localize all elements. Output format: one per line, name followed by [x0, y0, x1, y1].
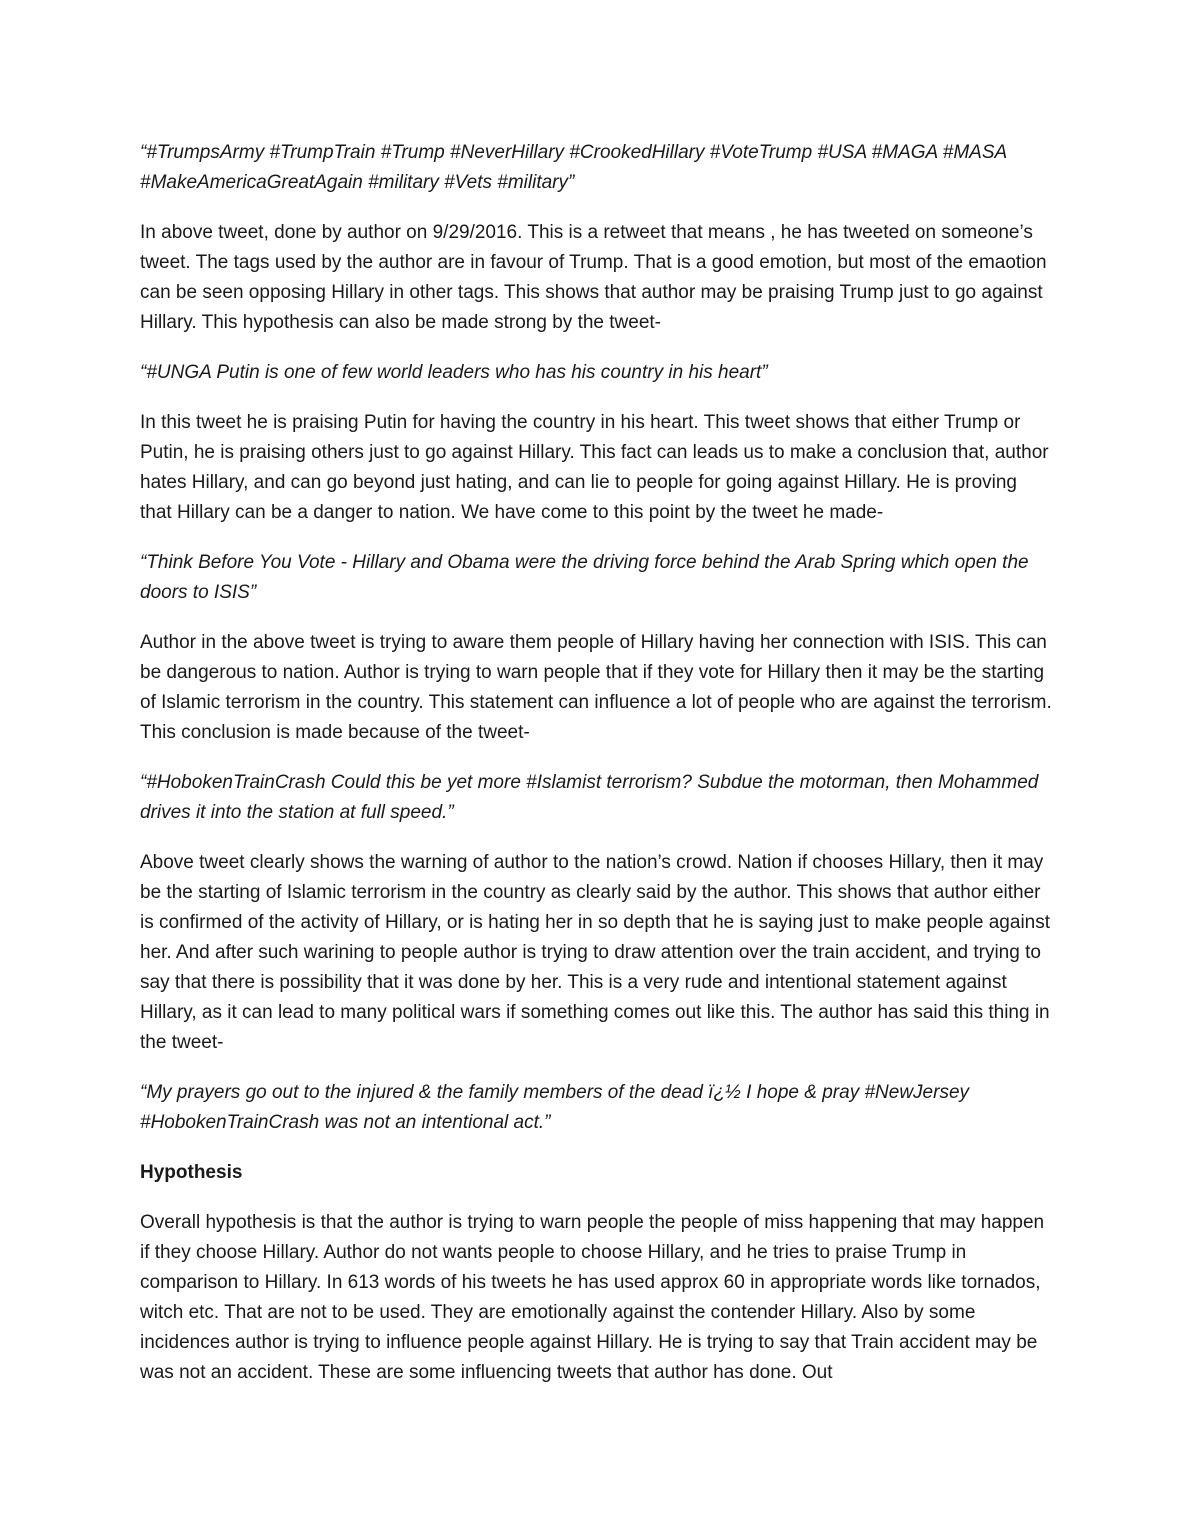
tweet-quote-1: “#TrumpsArmy #TrumpTrain #Trump #NeverHillary #CrookedHillary #VoteTrump #USA #MAGA #MASA #MakeAmericaGreatAgain #military #Vets #military”: [140, 142, 1007, 193]
document-page: [140, 138, 1052, 1408]
tweet-quote-4: “#HobokenTrainCrash Could this be yet more #Islamist terrorism? Subdue the motorman, then Mohammed drives it into the station at full speed.”: [140, 772, 1039, 823]
tweet-quote-3: “Think Before You Vote - Hillary and Obama were the driving force behind the Arab Spring which open the doors to ISIS”: [140, 552, 1029, 603]
tweet-quote-2: “#UNGA Putin is one of few world leaders who has his country in his heart”: [140, 362, 768, 383]
analysis-paragraph-1: In above tweet, done by author on 9/29/2016. This is a retweet that means , he has tweeted on someone’s tweet. The tags used by the author are in favour of Trump. That is a good emotion, but most of the emaotion can be seen opposing Hillary in other tags. This shows that author may be praising Trump just to go against Hillary. This hypothesis can also be made strong by the tweet-: [140, 222, 1047, 333]
analysis-paragraph-2: In this tweet he is praising Putin for having the country in his heart. This tweet shows that either Trump or Putin, he is praising others just to go against Hillary. This fact can leads us to make a conclusion that, author hates Hillary, and can go beyond just hating, and can lie to people for going against Hillary. He is proving that Hillary can be a danger to nation. We have come to this point by the tweet he made-: [140, 412, 1049, 523]
hypothesis-paragraph: Overall hypothesis is that the author is trying to warn people the people of miss happening that may happen if they choose Hillary. Author do not wants people to choose Hillary, and he tries to praise Trump in comparison to Hillary. In 613 words of his tweets he has used approx 60 in appropriate words like tornados, witch etc. That are not to be used. They are emotionally against the contender Hillary. Also by some incidences author is trying to influence people against Hillary. He is trying to say that Train accident may be was not an accident. These are some influencing tweets that author has done. Out: [140, 1212, 1045, 1383]
analysis-paragraph-3: Author in the above tweet is trying to aware them people of Hillary having her connection with ISIS. This can be dangerous to nation. Author is trying to warn people that if they vote for Hillary then it may be the starting of Islamic terrorism in the country. This statement can influence a lot of people who are against the terrorism. This conclusion is made because of the tweet-: [140, 632, 1052, 743]
tweet-quote-5: “My prayers go out to the injured & the family members of the dead ï¿½ I hope & pray #NewJersey #HobokenTrainCrash was not an intentional act.”: [140, 1082, 970, 1133]
analysis-paragraph-4: Above tweet clearly shows the warning of author to the nation’s crowd. Nation if chooses Hillary, then it may be the starting of Islamic terrorism in the country as clearly said by the author. This shows that author either is confirmed of the activity of Hillary, or is hating her in so depth that he is saying just to make people against her. And after such warining to people author is trying to draw attention over the train accident, and trying to say that there is possibility that it was done by her. This is a very rude and intentional statement against Hillary, as it can lead to many political wars if something comes out like this. The author has said this thing in the tweet-: [140, 852, 1051, 1053]
section-heading-hypothesis: Hypothesis: [140, 1162, 243, 1183]
